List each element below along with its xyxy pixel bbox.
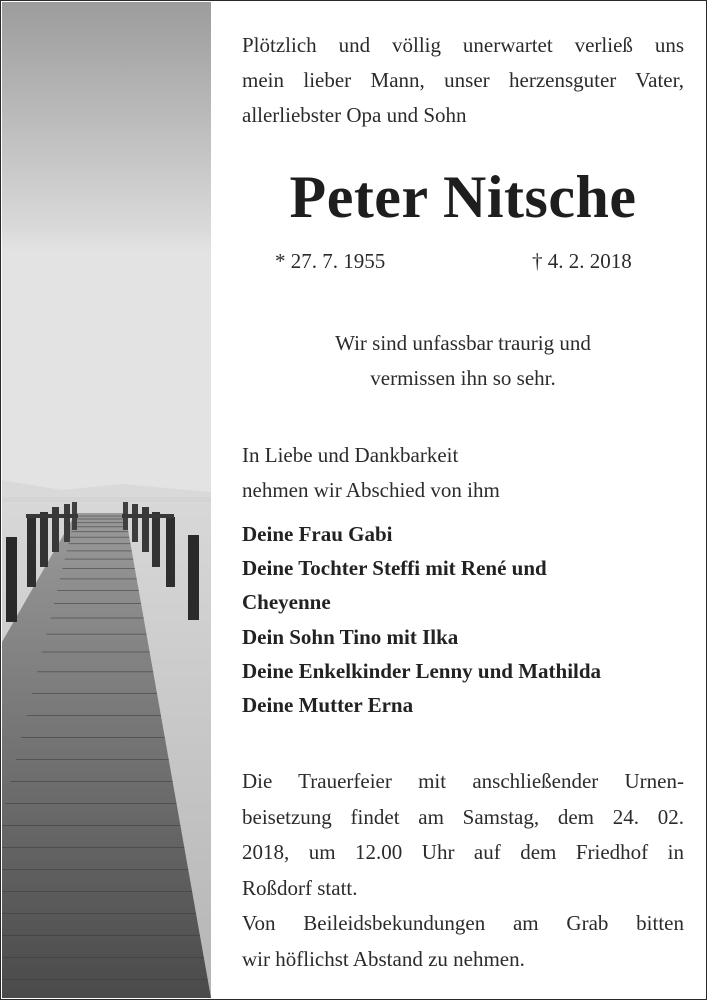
family-member: Dein Sohn Tino mit Ilka [242,624,459,649]
service-line: wir höflichst Abstand zu nehmen. [242,946,525,971]
service-line: 2018, um 12.00 Uhr auf dem Friedhof in [242,840,684,864]
farewell-line: In Liebe und Dankbarkeit [242,443,459,467]
family-member: Deine Mutter Erna [242,693,414,718]
service-line: Von Beileidsbekundungen am Grab bitten [242,911,684,935]
intro-line: mein lieber Mann, unser herzensguter Vater, [242,68,684,92]
pier-photo-image [2,2,211,998]
death-date: † 4. 2. 2018 [532,249,632,273]
intro-paragraph [242,28,684,133]
service-line: Roßdorf statt. [242,875,358,900]
intro-line: allerliebster Opa und Sohn [242,103,467,127]
mourning-line: vermissen ihn so sehr. [370,366,556,390]
family-member: Deine Enkelkinder Lenny und Mathilda [242,658,602,683]
funeral-service-info [242,764,684,977]
mourning-text [242,326,684,396]
intro-line: Plötzlich und völlig unerwartet verließ uns [242,33,684,57]
family-member: Deine Frau Gabi [242,522,393,546]
family-member: Cheyenne [242,590,331,615]
farewell-line: nehmen wir Abschied von ihm [242,478,500,502]
pier-photo [2,2,211,998]
family-member: Deine Tochter Steffi mit René und [242,556,547,581]
birth-date: * 27. 7. 1955 [275,249,386,273]
family-list [242,517,684,722]
service-line: Die Trauerfeier mit anschließender Urnen- [242,769,684,793]
mourning-line: Wir sind unfassbar traurig und [335,331,591,355]
service-line: beisetzung findet am Samstag, dem 24. 02. [242,804,684,829]
deceased-name: Peter Nitsche [289,164,637,230]
farewell-text [242,438,684,508]
